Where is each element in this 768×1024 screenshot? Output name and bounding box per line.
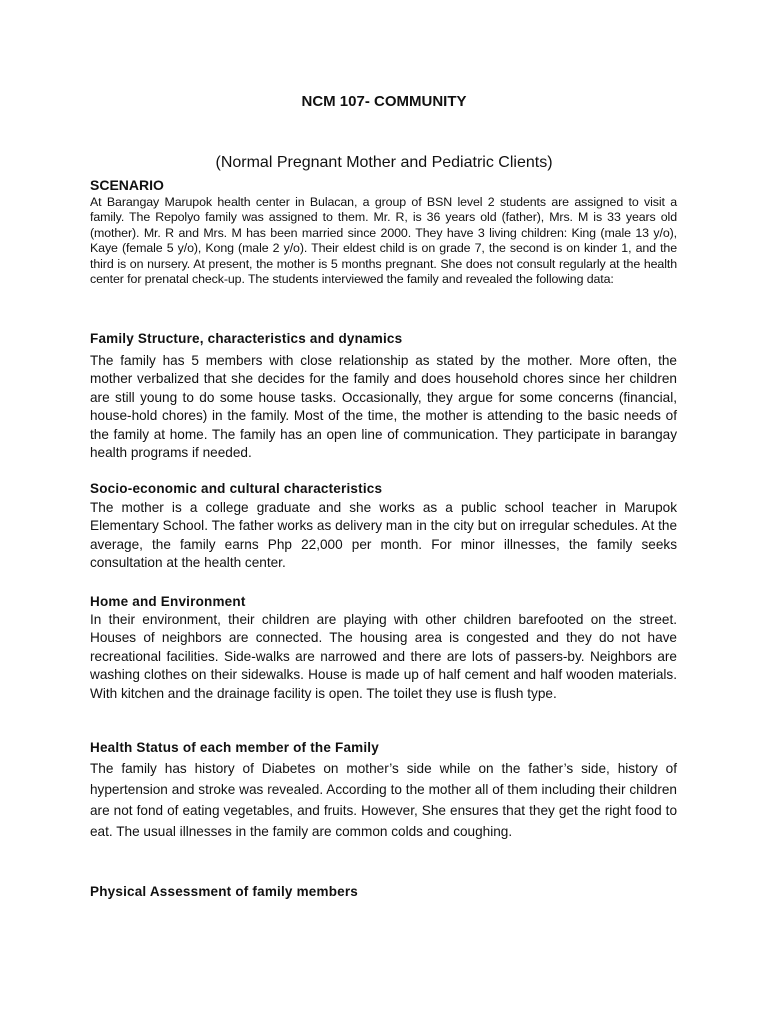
document-title: NCM 107- COMMUNITY	[301, 93, 467, 110]
section-text-home-environment: In their environment, their children are playing with other children barefooted on the street. Houses of neighbors are connected. The housing area is congested and they do not have recreational facilities. Side-walks are narrowed and there are lots of passers-by. Neighbors are washing clothes on their sidewalks. House is made up of half cement and half wooden materials. With kitchen and the drainage facility is open. The toilet they use is flush type.	[90, 612, 677, 701]
section-heading-physical-assessment: Physical Assessment of family members	[90, 884, 359, 899]
section-heading-socio-economic: Socio-economic and cultural characteristics	[90, 481, 383, 496]
section-text-health-status: The family has history of Diabetes on mother’s side while on the father’s side, history of hypertension and stroke was revealed. According to the mother all of them including their children are not fond of eating vegetables, and fruits. However, She ensures that they get the right food to eat. The usual illnesses in the family are common colds and coughing.	[90, 761, 677, 839]
section-text-family-structure: The family has 5 members with close relationship as stated by the mother. More often, the mother verbalized that she decides for the family and does household chores since her children are still young to do some house tasks. Occasionally, they argue for some concerns (financial, house-hold chores) in the family. Most of the time, the mother is attending to the basic needs of the family at home. The family has an open line of communication. They participate in barangay health programs if needed.	[90, 353, 677, 461]
document-subtitle: (Normal Pregnant Mother and Pediatric Clients)	[215, 154, 553, 171]
section-heading-family-structure: Family Structure, characteristics and dynamics	[90, 331, 403, 346]
section-heading-home-environment: Home and Environment	[90, 594, 246, 609]
scenario-heading: SCENARIO	[90, 177, 164, 193]
section-text-socio-economic: The mother is a college graduate and she works as a public school teacher in Marupok Elementary School. The father works as delivery man in the city but on irregular schedules. At the average, the family earns Php 22,000 per month. For minor illnesses, the family seeks consultation at the health center.	[90, 500, 677, 571]
scenario-paragraph: At Barangay Marupok health center in Bulacan, a group of BSN level 2 students are assigned to visit a family. The Repolyo family was assigned to them. Mr. R, is 36 years old (father), Mrs. M is 33 years old (mother). Mr. R and Mrs. M has been married since 2000. They have 3 living children: King (male 13 y/o), Kaye (female 5 y/o), Kong (male 2 y/o). Their eldest child is on grade 7, the second is on kinder 1, and the third is on nursery. At present, the mother is 5 months pregnant. She does not consult regularly at the health center for prenatal check-up. The students interviewed the family and revealed the following data:	[90, 195, 677, 287]
section-heading-health-status: Health Status of each member of the Family	[90, 740, 379, 755]
